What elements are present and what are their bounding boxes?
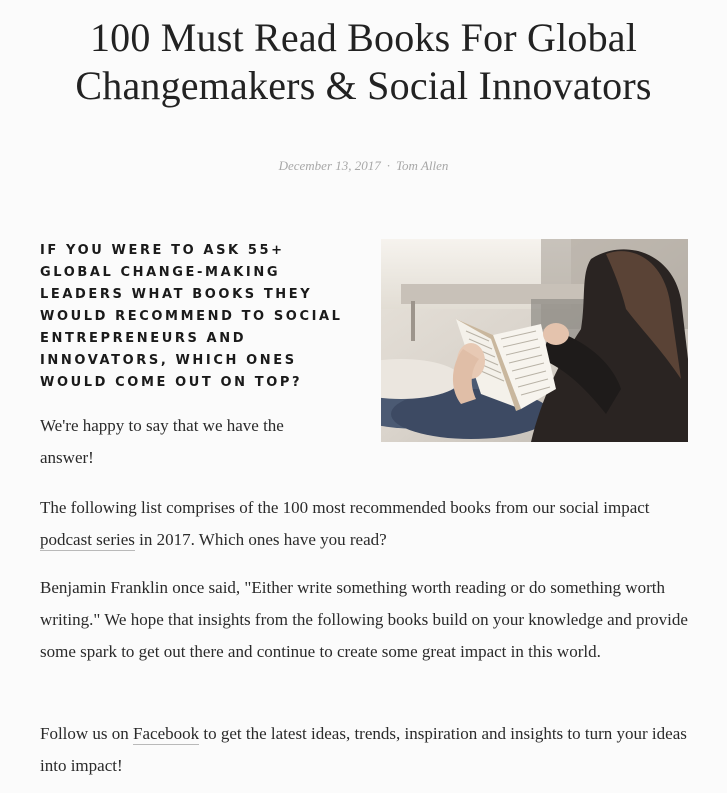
author-name: Tom Allen xyxy=(396,158,449,173)
follow-text-before: Follow us on xyxy=(40,724,134,743)
franklin-quote-paragraph: Benjamin Franklin once said, "Either write something worth reading or do something worth writing." We hope that insights from the following books build on your knowledge and provide some spark to get out there and continue to create some great impact in this world. xyxy=(40,578,688,661)
facebook-link[interactable]: Facebook xyxy=(133,724,200,743)
book-list-text-after: in 2017. Which ones have you read? xyxy=(134,530,387,549)
follow-paragraph xyxy=(40,718,705,782)
publish-date: December 13, 2017 xyxy=(278,158,381,173)
article-meta xyxy=(0,158,727,174)
meta-separator: · xyxy=(386,158,391,173)
article-title: 100 Must Read Books For Global Changemakers & Social Innovators xyxy=(75,15,652,108)
podcast-series-link[interactable]: podcast series xyxy=(40,530,135,549)
lead-question: IF YOU WERE TO ASK 55+ GLOBAL CHANGE-MAKING LEADERS WHAT BOOKS THEY WOULD RECOMMEND TO SOCIAL ENTREPRENEURS AND INNOVATORS, WHICH ONES WOULD COME OUT ON TOP? xyxy=(40,243,343,390)
follow-text-after: to get the latest ideas, trends, inspiration and insights to turn your ideas into impact! xyxy=(40,724,687,775)
book-list-text-before: The following list comprises of the 100 most recommended books from our social impact xyxy=(40,498,650,517)
book-list-paragraph xyxy=(40,492,700,556)
intro-answer-paragraph: We're happy to say that we have the answer! xyxy=(40,416,284,467)
woman-reading-book-photo xyxy=(381,239,688,442)
